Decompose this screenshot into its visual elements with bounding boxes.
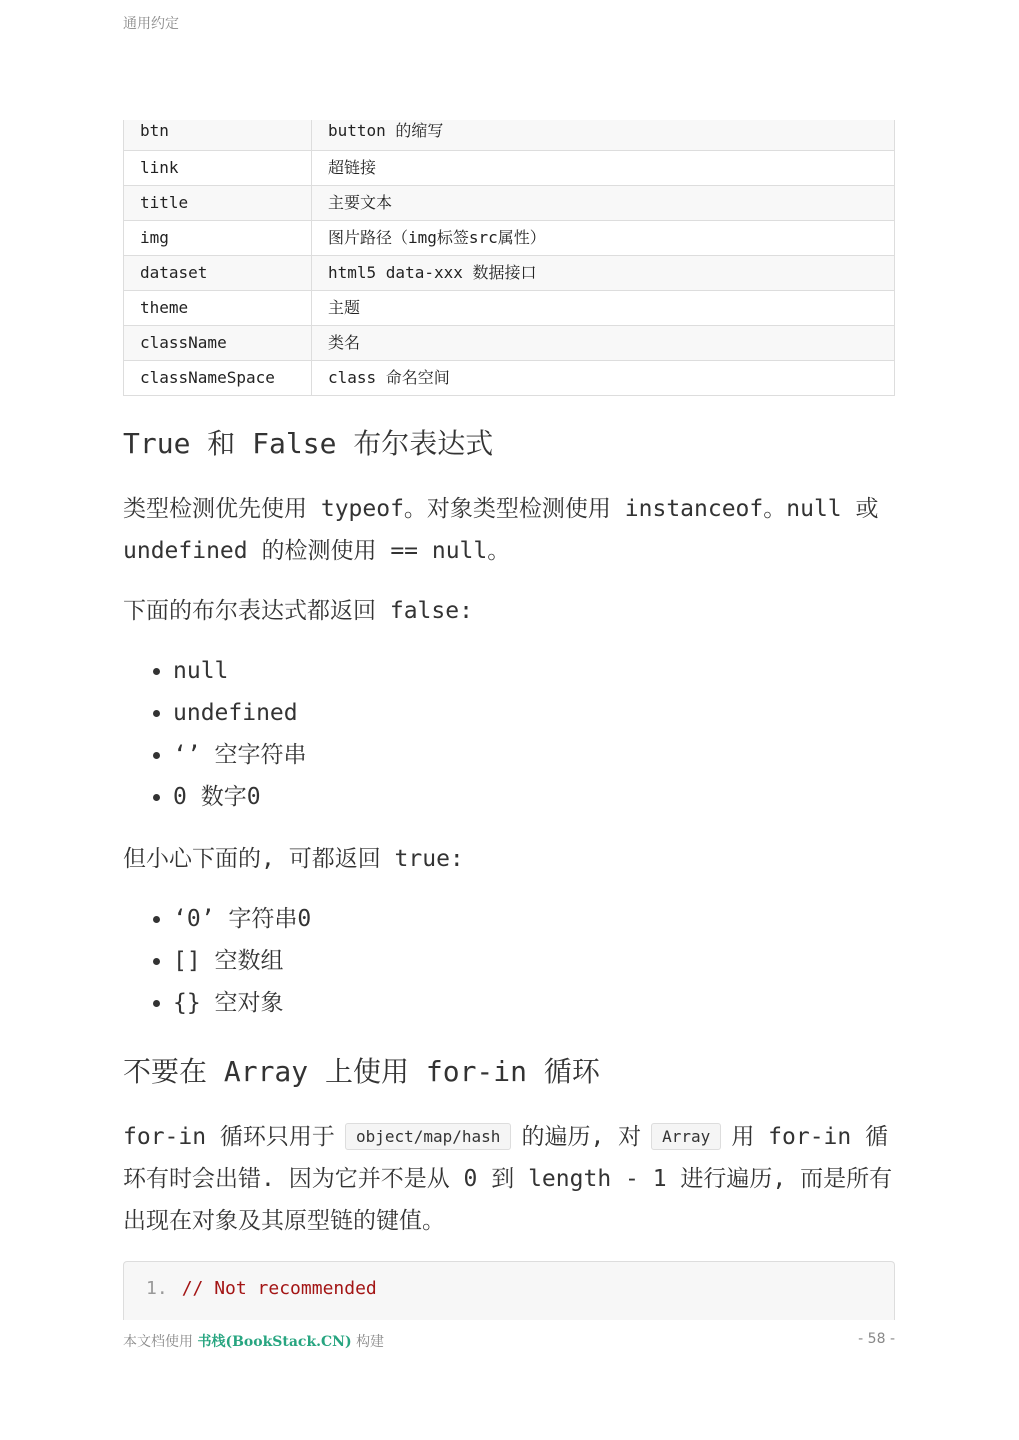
table-row bbox=[124, 120, 895, 151]
paragraph-for-in bbox=[123, 1116, 895, 1242]
text-segment: for-in 循环只用于 bbox=[123, 1124, 335, 1150]
inline-code-object-map-hash: object/map/hash bbox=[345, 1123, 512, 1150]
paragraph-type-check: 类型检测优先使用 typeof。对象类型检测使用 instanceof。null 或 undefined 的检测使用 == null。 bbox=[123, 496, 879, 564]
table-cell-value: html5 data-xxx 数据接口 bbox=[312, 256, 895, 291]
section-heading-for-in: 不要在 Array 上使用 for-in 循环 bbox=[123, 1055, 600, 1088]
false-values-list bbox=[123, 650, 895, 818]
table-row bbox=[124, 326, 895, 361]
section-heading-boolean: True 和 False 布尔表达式 bbox=[123, 427, 494, 460]
page-footer bbox=[123, 1331, 895, 1351]
table-cell-key: dataset bbox=[124, 256, 312, 291]
text-segment: 用 for-in 循环有时会出错. 因为它并不是从 0 到 length - 1 进行遍历, 而是所有出现在对象及其原型链的键值。 bbox=[123, 1124, 893, 1234]
text-segment: 的遍历, 对 bbox=[521, 1124, 642, 1150]
naming-table bbox=[123, 120, 895, 396]
line-number: 1. bbox=[146, 1278, 168, 1299]
table-cell-value: 主题 bbox=[312, 291, 895, 326]
table-row bbox=[124, 361, 895, 396]
table-cell-key: theme bbox=[124, 291, 312, 326]
table-cell-value: class 命名空间 bbox=[312, 361, 895, 396]
list-item: • null bbox=[173, 650, 895, 692]
table-cell-key: img bbox=[124, 221, 312, 256]
list-item: • ‘’ 空字符串 bbox=[173, 734, 895, 776]
table-row bbox=[124, 186, 895, 221]
table-row bbox=[124, 221, 895, 256]
footer-brand-link[interactable]: 书栈(BookStack.CN) bbox=[197, 1334, 352, 1350]
table-cell-key: btn bbox=[124, 120, 312, 151]
list-item: • [] 空数组 bbox=[173, 940, 895, 982]
table-row bbox=[124, 151, 895, 186]
footer-prefix: 本文档使用 bbox=[123, 1334, 193, 1350]
table-cell-key: title bbox=[124, 186, 312, 221]
paragraph-true-intro: 但小心下面的, 可都返回 true: bbox=[123, 846, 464, 872]
table-row bbox=[124, 291, 895, 326]
list-item: • ‘0’ 字符串0 bbox=[173, 898, 895, 940]
table-cell-value: 图片路径（img标签src属性） bbox=[312, 221, 895, 256]
table-cell-value: 类名 bbox=[312, 326, 895, 361]
table-cell-key: className bbox=[124, 326, 312, 361]
table-cell-key: link bbox=[124, 151, 312, 186]
table-cell-value: 超链接 bbox=[312, 151, 895, 186]
page-number: - 58 - bbox=[858, 1331, 895, 1347]
table-cell-value: button 的缩写 bbox=[312, 120, 895, 151]
running-header: 通用约定 bbox=[123, 16, 179, 32]
code-comment: // Not recommended bbox=[181, 1278, 377, 1299]
code-line bbox=[146, 1278, 377, 1299]
inline-code-array: Array bbox=[651, 1123, 721, 1150]
list-item: • 0 数字0 bbox=[173, 776, 895, 818]
code-block bbox=[123, 1261, 895, 1320]
paragraph-false-intro: 下面的布尔表达式都返回 false: bbox=[123, 598, 473, 624]
table-cell-key: classNameSpace bbox=[124, 361, 312, 396]
true-values-list bbox=[123, 898, 895, 1024]
table-cell-value: 主要文本 bbox=[312, 186, 895, 221]
page-content bbox=[123, 120, 895, 1260]
footer-suffix: 构建 bbox=[356, 1334, 385, 1350]
list-item: • {} 空对象 bbox=[173, 982, 895, 1024]
list-item: • undefined bbox=[173, 692, 895, 734]
table-row bbox=[124, 256, 895, 291]
